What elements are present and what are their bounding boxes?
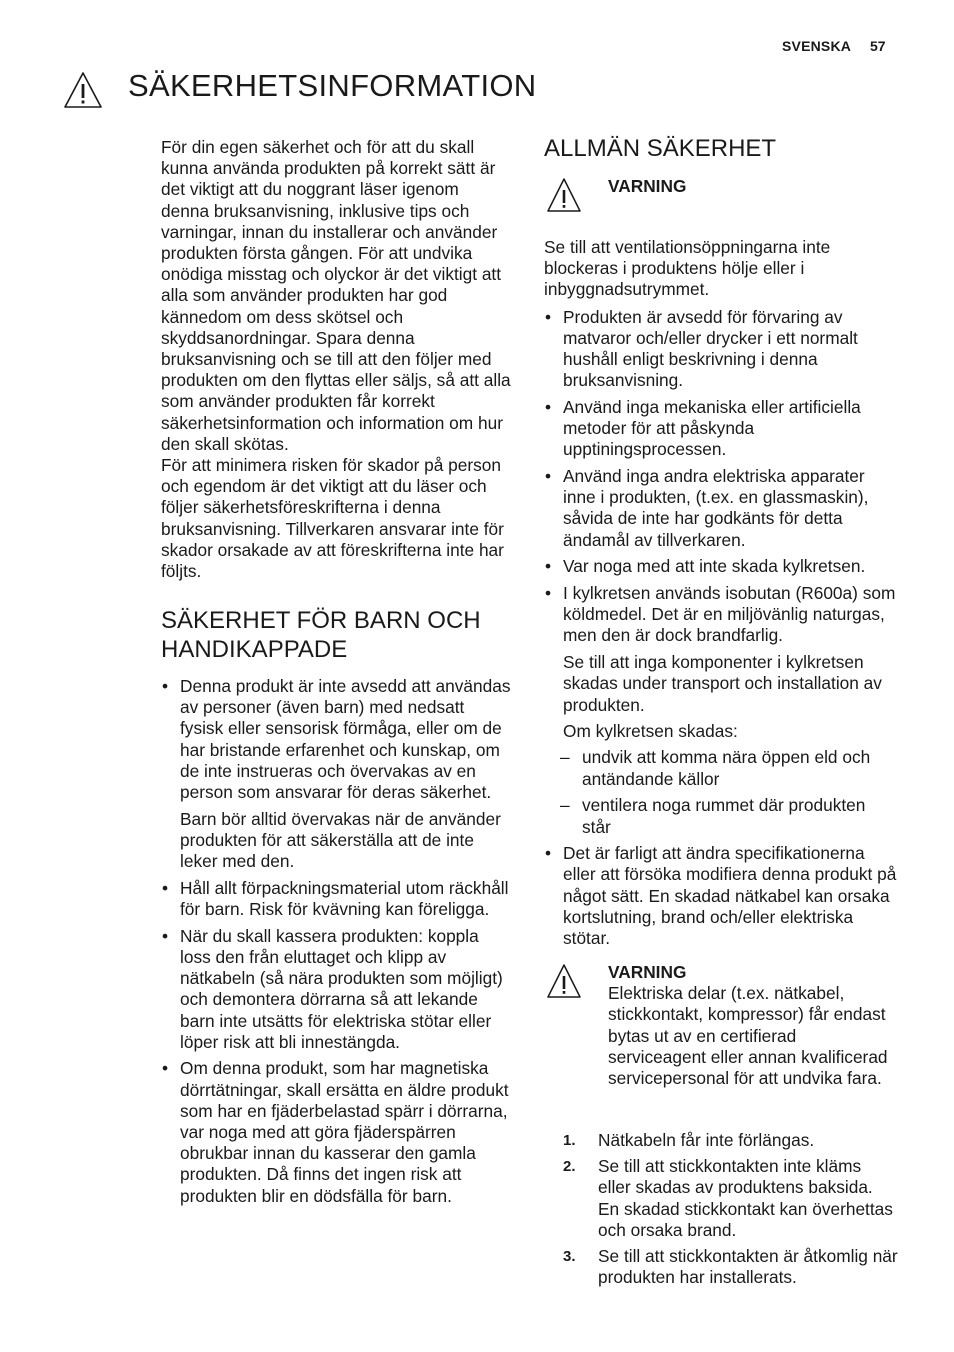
general-safety-section [544,134,898,163]
numbered-list [563,1130,898,1288]
list-item [161,878,511,920]
left-column [161,137,511,582]
list-item [161,1058,511,1206]
children-safety-section [161,606,511,1212]
general-safety-body [544,237,898,955]
item-text: Se till att stickkontakten är åtkomlig när produkten har installerats. [598,1246,898,1288]
item-number: 2. [563,1158,576,1176]
item-text: Se till att stickkontakten inte kläms eller skadas av produktens baksida. En skadad stickkontakt kan överhettas och orsaka brand. [598,1156,893,1240]
children-safety-heading: SÄKERHET FÖR BARN OCH HANDIKAPPADE [161,607,481,663]
general-safety-list [544,307,898,950]
list-item [161,926,511,1053]
page-title: SÄKERHETSINFORMATION [128,68,537,103]
list-item-text: Använd inga andra elektriska apparater inne i produkten, (t.ex. en glassmaskin), såvida de inte har godkänts för detta ändamål av tillverkaren. [563,466,869,550]
list-item-text: Det är farligt att ändra specifikationerna eller att försöka modifiera denna produkt på något sätt. En skadad nätkabel kan orsaka kortslutning, brand och/eller elektriska stötar. [563,843,897,949]
dash-item: – undvik att komma nära öppen eld och antändande källor [563,747,898,789]
list-item-text: I kylkretsen används isobutan (R600a) som köldmedel. Det är en miljövänlig naturgas, men den är dock brandfarlig. [563,583,896,646]
list-item [544,307,898,392]
warning-block [608,962,898,1089]
page-number: 57 [870,38,886,54]
list-item-text: Om denna produkt, som har magnetiska dörrtätningar, skall ersätta en äldre produkt som har en fjäderbelastad spärr i dörrarna, var noga med att göra fjäderspärren obrukbar innan du kasserar den gamla produkten. Då finns det ingen risk att produkten blir en dödsfälla för barn. [180,1058,509,1206]
warning-triangle-icon [545,962,583,1000]
warning-triangle-icon [545,176,583,214]
children-safety-list [161,676,511,1207]
warning-text: Se till att ventilationsöppningarna inte blockeras i produktens hölje eller i inbyggnadsutrymmet. [544,237,831,300]
list-item [544,843,898,949]
warning-label: VARNING [608,176,687,196]
numbered-item [563,1246,898,1288]
list-item [544,556,898,577]
warning-text: Elektriska delar (t.ex. nätkabel, stickkontakt, kompressor) får endast bytas ut av en certifierad serviceagent eller annan kvalificerad servicepersonal för att undvika fara. [608,983,888,1089]
dash-list [563,747,898,837]
header-language: SVENSKA [782,38,852,54]
list-item-text: Håll allt förpackningsmaterial utom räckhåll för barn. Risk för kvävning kan föreligga. [180,877,509,920]
numbered-list-block [563,1130,898,1293]
list-item [544,397,898,461]
dash-item: – ventilera noga rummet där produkten står [563,795,898,837]
list-item-text: Denna produkt är inte avsedd att användas av personer (även barn) med nedsatt fysisk eller sensorisk förmåga, eller om de har bristande erfarenhet och kunskap, om de inte instrueras och övervakas av en person som ansvarar för deras säkerhet. [180,676,511,803]
item-text: Nätkabeln får inte förlängas. [598,1130,815,1150]
item-number: 3. [563,1248,576,1266]
list-item-extra: Barn bör alltid övervakas när de använder produkten för att säkerställa att de inte leker med den. [180,808,501,872]
list-item [544,466,898,551]
warning-triangle-icon [62,70,104,110]
list-item [544,583,898,838]
list-item [161,676,511,872]
general-safety-heading: ALLMÄN SÄKERHET [544,135,777,162]
intro-paragraph-2: För att minimera risken för skador på person och egendom är det viktigt att du läser och följer säkerhetsföreskrifterna i denna bruksanvisning. Tillverkaren ansvarar inte för skador orsakade av att föreskrifterna inte har följts. [161,455,504,582]
list-item-extra: Se till att inga komponenter i kylkretsen skadas under transport och installation av produkten. [563,652,882,715]
list-item-text: Använd inga mekaniska eller artificiella metoder för att påskynda upptiningsprocessen. [563,396,861,460]
list-item-text: Produkten är avsedd för förvaring av matvaror och/eller drycker i ett normalt hushåll enligt beskrivning i denna bruksanvisning. [563,306,858,391]
list-item-text: När du skall kassera produkten: koppla loss den från eluttaget och klipp av nätkabeln (så nära produkten som möjligt) och demontera dörrarna så att lekande barn inte utsätts för elektriska stötar eller löper risk att bli innestängda. [180,925,503,1052]
list-item-extra: Om kylkretsen skadas: [563,721,738,742]
numbered-item [563,1156,898,1241]
numbered-item [563,1130,898,1151]
intro-paragraph-1: För din egen säkerhet och för att du skall kunna använda produkten på korrekt sätt är det viktigt att du noggrant läser igenom denna bruksanvisning, inklusive tips och varningar, innan du installerar och använder produkten första gången. För att undvika onödiga misstag och olyckor är det viktigt att alla som använder produkten har god kännedom om dess skötsel och skyddsanordningar. Spara denna bruksanvisning och se till att den följer med produkten om den flyttas eller säljs, så att alla som använder produkten får korrekt säkerhetsinformation och information om hur den skall skötas. [161,137,511,454]
warning-label: VARNING [608,962,687,982]
list-item-text: Var noga med att inte skada kylkretsen. [563,556,866,577]
item-number: 1. [563,1132,576,1149]
